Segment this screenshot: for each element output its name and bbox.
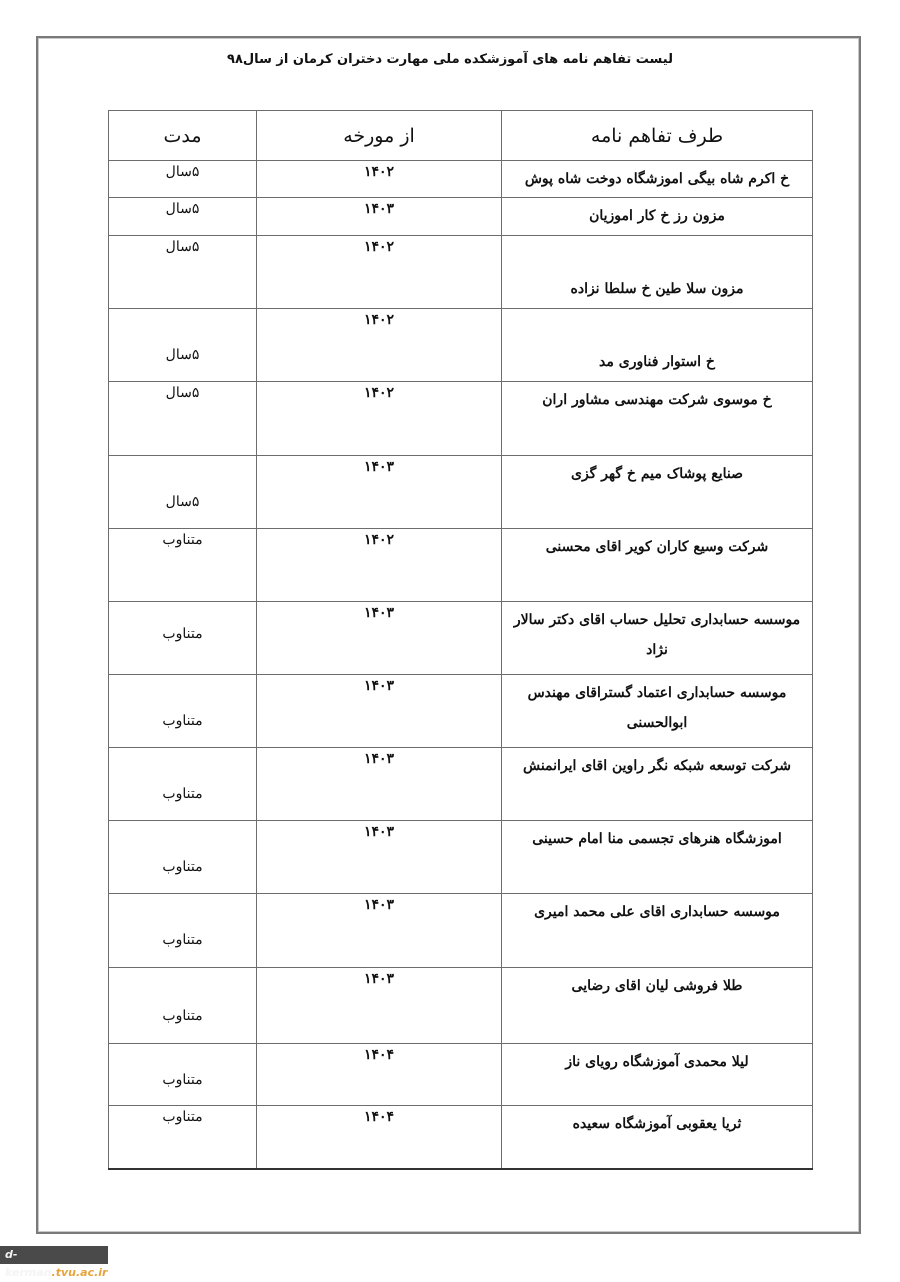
from-date-text: ۱۴۰۳	[363, 971, 395, 987]
partner-text: ثریا یعقوبی آموزشگاه سعیده	[572, 1116, 742, 1132]
duration-text: متناوب	[162, 626, 203, 642]
from-date-text: ۱۴۰۲	[363, 239, 395, 255]
from-date-cell	[257, 1106, 502, 1170]
partner-cell	[502, 1106, 813, 1170]
table-row	[109, 161, 813, 198]
duration-text: متناوب	[162, 786, 203, 802]
from-date-cell	[257, 198, 502, 236]
duration-text: متناوب	[162, 1008, 203, 1024]
table-row	[109, 456, 813, 529]
table-header-row	[109, 111, 813, 161]
duration-cell	[109, 602, 257, 675]
table-row	[109, 748, 813, 821]
document-title: لیست تفاهم نامه های آموزشکده ملی مهارت دختران کرمان از سال۹۸	[227, 52, 673, 67]
duration-text: متناوب	[162, 1109, 203, 1125]
from-date-text: ۱۴۰۲	[363, 532, 395, 548]
from-date-cell	[257, 456, 502, 529]
partner-text: شرکت توسعه شبکه نگر راوین اقای ایرانمنش	[522, 758, 791, 774]
duration-text: ۵سال	[165, 347, 200, 363]
from-date-text: ۱۴۰۳	[363, 605, 395, 621]
partner-cell	[502, 821, 813, 894]
from-date-cell	[257, 821, 502, 894]
partner-cell	[502, 968, 813, 1044]
from-date-text: ۱۴۰۳	[363, 897, 395, 913]
partner-cell	[502, 529, 813, 602]
partner-cell	[502, 161, 813, 198]
partner-text: طلا فروشی لیان اقای رضایی	[571, 978, 743, 994]
duration-cell	[109, 236, 257, 309]
partner-text: موسسه حسابداری اقای علی محمد امیری	[534, 904, 780, 920]
duration-text: ۵سال	[165, 239, 200, 255]
partner-cell	[502, 675, 813, 748]
duration-cell	[109, 198, 257, 236]
duration-cell	[109, 748, 257, 821]
from-date-text: ۱۴۰۴	[363, 1109, 395, 1125]
from-date-text: ۱۴۰۳	[363, 751, 395, 767]
from-date-cell	[257, 161, 502, 198]
table-row	[109, 894, 813, 968]
duration-cell	[109, 968, 257, 1044]
table-row	[109, 968, 813, 1044]
duration-text: متناوب	[162, 1072, 203, 1088]
duration-cell	[109, 309, 257, 382]
table-row	[109, 675, 813, 748]
table-row	[109, 1106, 813, 1170]
duration-cell	[109, 821, 257, 894]
partner-text: خ موسوی شرکت مهندسی مشاور اران	[542, 392, 772, 408]
partner-text: شرکت وسیع کاران کویر اقای محسنی	[545, 539, 769, 555]
from-date-cell	[257, 602, 502, 675]
from-date-cell	[257, 382, 502, 456]
table-row	[109, 236, 813, 309]
duration-cell	[109, 161, 257, 198]
duration-text: متناوب	[162, 859, 203, 875]
duration-text: ۵سال	[165, 494, 200, 510]
partner-cell	[502, 236, 813, 309]
partner-text: خ اکرم شاه بیگی اموزشگاه دوخت شاه پوش	[524, 171, 790, 187]
partner-text: لیلا محمدی آموزشگاه رویای ناز	[565, 1054, 749, 1070]
column-header-from-date: از مورخه	[257, 111, 502, 161]
from-date-text: ۱۴۰۳	[363, 459, 395, 475]
watermark-domain: .tvu.ac.ir	[51, 1266, 108, 1279]
from-date-text: ۱۴۰۳	[363, 824, 395, 840]
duration-text: ۵سال	[165, 164, 200, 180]
from-date-text: ۱۴۰۴	[363, 1047, 395, 1063]
from-date-cell	[257, 894, 502, 968]
table-row	[109, 821, 813, 894]
from-date-cell	[257, 968, 502, 1044]
duration-cell	[109, 1106, 257, 1170]
partner-text: موسسه حسابداری تحلیل حساب اقای دکتر سالار نژاد	[513, 612, 801, 658]
duration-cell	[109, 529, 257, 602]
watermark-prefix: d-kerman	[5, 1248, 52, 1279]
duration-cell	[109, 675, 257, 748]
from-date-cell	[257, 309, 502, 382]
from-date-text: ۱۴۰۲	[363, 385, 395, 401]
from-date-cell	[257, 1044, 502, 1106]
from-date-text: ۱۴۰۳	[363, 201, 395, 217]
column-header-duration: مدت	[109, 111, 257, 161]
from-date-cell	[257, 748, 502, 821]
column-header-partner: طرف تفاهم نامه	[502, 111, 813, 161]
table-row	[109, 529, 813, 602]
duration-text: متناوب	[162, 932, 203, 948]
partner-cell	[502, 198, 813, 236]
from-date-cell	[257, 236, 502, 309]
from-date-cell	[257, 675, 502, 748]
duration-cell	[109, 456, 257, 529]
duration-text: ۵سال	[165, 385, 200, 401]
partner-cell	[502, 309, 813, 382]
table-row	[109, 382, 813, 456]
duration-text: متناوب	[162, 532, 203, 548]
duration-text: ۵سال	[165, 201, 200, 217]
duration-cell	[109, 382, 257, 456]
from-date-cell	[257, 529, 502, 602]
partner-text: مزون سلا طین خ سلطا نزاده	[570, 281, 744, 297]
duration-cell	[109, 894, 257, 968]
duration-text: متناوب	[162, 713, 203, 729]
from-date-text: ۱۴۰۳	[363, 678, 395, 694]
table-row	[109, 309, 813, 382]
table-row	[109, 1044, 813, 1106]
mou-table	[108, 110, 813, 1170]
duration-cell	[109, 1044, 257, 1106]
partner-cell	[502, 748, 813, 821]
from-date-text: ۱۴۰۲	[363, 312, 395, 328]
partner-cell	[502, 602, 813, 675]
partner-cell	[502, 894, 813, 968]
table-row	[109, 602, 813, 675]
from-date-text: ۱۴۰۲	[363, 164, 395, 180]
partner-cell	[502, 382, 813, 456]
partner-text: خ استوار فناوری مد	[599, 354, 715, 370]
site-watermark	[0, 1246, 108, 1279]
partner-text: اموزشگاه هنرهای تجسمی منا امام حسینی	[532, 831, 782, 847]
partner-text: مزون رز خ کار اموزیان	[589, 208, 725, 224]
table-row	[109, 198, 813, 236]
partner-cell	[502, 456, 813, 529]
partner-cell	[502, 1044, 813, 1106]
partner-text: موسسه حسابداری اعتماد گستراقای مهندس ابوالحسنی	[527, 685, 787, 731]
partner-text: صنایع پوشاک میم خ گهر گزی	[570, 466, 744, 482]
